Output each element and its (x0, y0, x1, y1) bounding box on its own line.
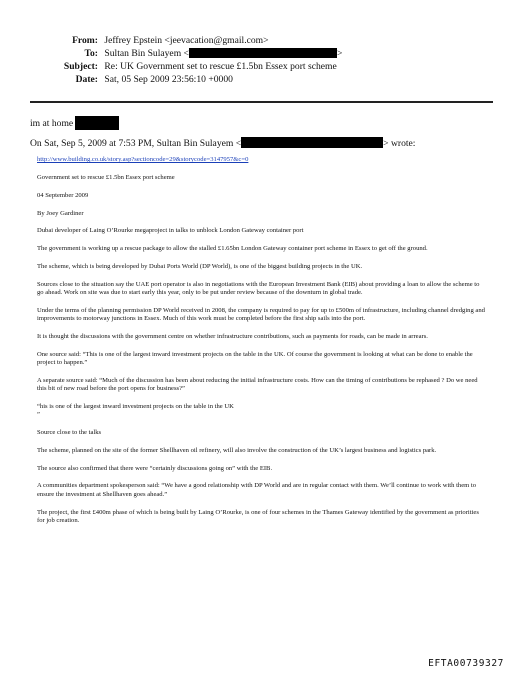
quote-suffix: > wrote: (383, 138, 416, 149)
article-paragraph: Sources close to the situation say the UAE port operator is also in negotiations with the European Investment Bank (EIB) about providing a loan to allow the scheme to go ahead. Work on site was due to start early this year, only to be put under review because of the downturn in global trade. (37, 280, 480, 297)
article-standfirst: Dubai developer of Laing O’Rourke megaproject in talks to unblock London Gateway container port (37, 227, 304, 235)
date-row (0, 74, 233, 86)
article-paragraph: The source also confirmed that there were “certainly discussions going on” with the EIB. (37, 464, 273, 472)
article-paragraph: The project, the first £400m phase of which is being built by Laing O’Rourke, is one of four schemes in the Thames Gateway identified by the government as priorities for job creation. (37, 508, 479, 524)
reply-line (30, 116, 119, 130)
redaction-bar (189, 48, 337, 58)
from-row (0, 35, 269, 47)
subject-row (0, 61, 337, 73)
article-paragraph: One source said: “This is one of the largest inward investment projects on the table in the UK. Of course the government is looking at what can be done to enable the project to happen.” (37, 350, 473, 367)
to-row (0, 48, 342, 60)
article-date: 04 September 2009 (37, 191, 89, 199)
to-label: To: (84, 48, 98, 59)
from-label: From: (72, 35, 98, 46)
article-title: Government set to rescue £1.5bn Essex port scheme (37, 174, 175, 181)
date-value: Sat, 05 Sep 2009 23:56:10 +0000 (104, 74, 233, 85)
article-paragraph: Under the terms of the planning permission DP World received in 2008, the company is required to pay for up to £500m of infrastructure, including channel dredging and improvements to motorway junctions in Essex. Much of this work must be completed before the first ship sails into the port. (37, 306, 485, 323)
reply-text: im at home (30, 118, 74, 129)
redaction-bar (241, 137, 383, 148)
article-paragraph: The scheme, which is being developed by Dubai Ports World (DP World), is one of the biggest building projects in the UK. (37, 262, 363, 270)
subject-label: Subject: (63, 61, 98, 72)
article-pullquote-source: Source close to the talks (37, 429, 102, 437)
header-divider (30, 101, 493, 103)
quote-attribution (30, 137, 415, 150)
article-byline: By Joey Gardiner (37, 209, 84, 217)
from-value: Jeffrey Epstein <jeevacation@gmail.com> (104, 35, 269, 46)
article-paragraph: The scheme, planned on the site of the former Shellhaven oil refinery, will also involve the construction of the UK’s largest business and logistics park. (37, 446, 437, 454)
date-label: Date: (75, 74, 98, 85)
redaction-bar (75, 116, 119, 130)
article-paragraph: The government is working up a rescue package to allow the stalled £1.65bn London Gateway container port scheme in Essex to get off the ground. (37, 245, 428, 253)
article-paragraph: It is thought the discussions with the government centre on whether infrastructure contributions, such as payments for roads, can be made in arrears. (37, 332, 428, 340)
quote-prefix: On Sat, Sep 5, 2009 at 7:53 PM, Sultan Bin Sulayem < (30, 138, 242, 149)
article-pullquote: “his is one of the largest inward investment projects on the table in the UK ” (37, 402, 234, 419)
to-suffix: > (336, 48, 343, 59)
article-link[interactable]: http://www.building.co.uk/story.asp?sectioncode=29&storycode=3147957&c=0 (37, 156, 249, 163)
article-paragraph: A communities department spokesperson said: “We have a good relationship with DP World and are in regular contact with them. We’ll continue to work with them to ensure the investment at Shellhaven goes ahead.” (37, 482, 477, 498)
to-prefix: Sultan Bin Sulayem < (104, 48, 189, 59)
subject-value: Re: UK Government set to rescue £1.5bn Essex port scheme (104, 61, 337, 72)
article-paragraph: A separate source said: “Much of the discussion has been about reducing the initial infrastructure costs. How can the timing of contributions be rephased ? Do we need this bit of new road before the port opens for business?” (37, 376, 478, 393)
document-id: EFTA00739327 (428, 658, 504, 669)
quoted-article (37, 155, 485, 535)
